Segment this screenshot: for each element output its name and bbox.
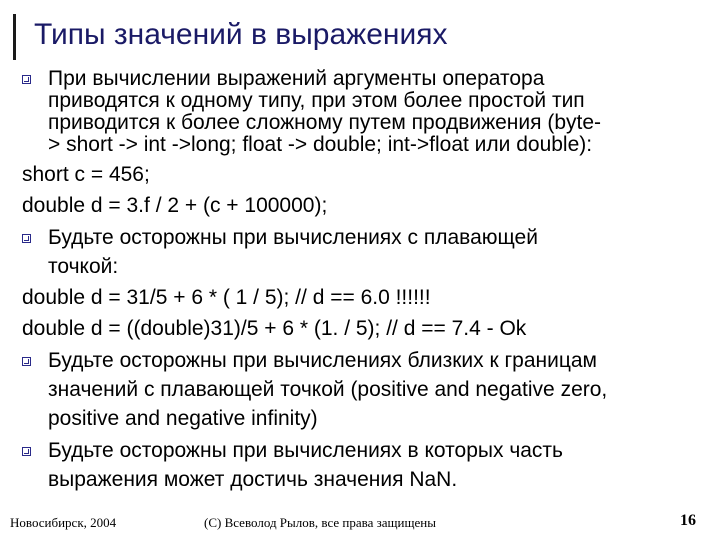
bullet-line: приводится к более сложному путем продвижения (byte-: [48, 111, 602, 134]
bullet-line: > short -> int ->long; float -> double; int->float или double):: [48, 133, 593, 156]
bullet-line: выражения может достичь значения NaN.: [48, 468, 458, 491]
square-bullet-icon: [22, 234, 31, 243]
bullet-line: Будьте осторожны при вычислениях в которых часть: [48, 439, 563, 462]
square-bullet-icon: [22, 447, 31, 456]
slide-title: Типы значений в выражениях: [34, 18, 448, 51]
bullet-item-nan: [22, 440, 702, 491]
page-number: 16: [680, 512, 696, 529]
footer-location: Новосибирск, 2004: [10, 515, 117, 530]
bullet-line: positive and negative infinity): [48, 407, 318, 430]
square-bullet-icon: [22, 75, 31, 84]
code-line: short c = 456;: [22, 163, 150, 186]
code-line: double d = ((double)31)/5 + 6 * (1. / 5); // d == 7.4 - Ok: [22, 317, 527, 340]
footer-copyright: (С) Всеволод Рылов, все права защищены: [204, 515, 436, 530]
bullet-item-floating-point: [22, 227, 702, 278]
code-line: double d = 3.f / 2 + (c + 100000);: [22, 194, 328, 217]
code-line: double d = 31/5 + 6 * ( 1 / 5); // d == 6.0 !!!!!!: [22, 286, 431, 309]
bullet-line: Будьте осторожны при вычислениях с плавающей: [48, 226, 538, 249]
bullet-line: точкой:: [48, 255, 119, 278]
bullet-line: Будьте осторожны при вычислениях близких к границам: [48, 349, 597, 372]
bullet-item-boundaries: [22, 350, 702, 430]
bullet-line: приводятся к одному типу, при этом более простой тип: [48, 89, 585, 112]
bullet-item-type-promotion: [22, 68, 702, 156]
bullet-line: При вычислении выражений аргументы оператора: [48, 67, 545, 90]
square-bullet-icon: [22, 357, 31, 366]
bullet-line: значений с плавающей точкой (positive and negative zero,: [48, 378, 608, 401]
slide-content: [22, 58, 702, 491]
